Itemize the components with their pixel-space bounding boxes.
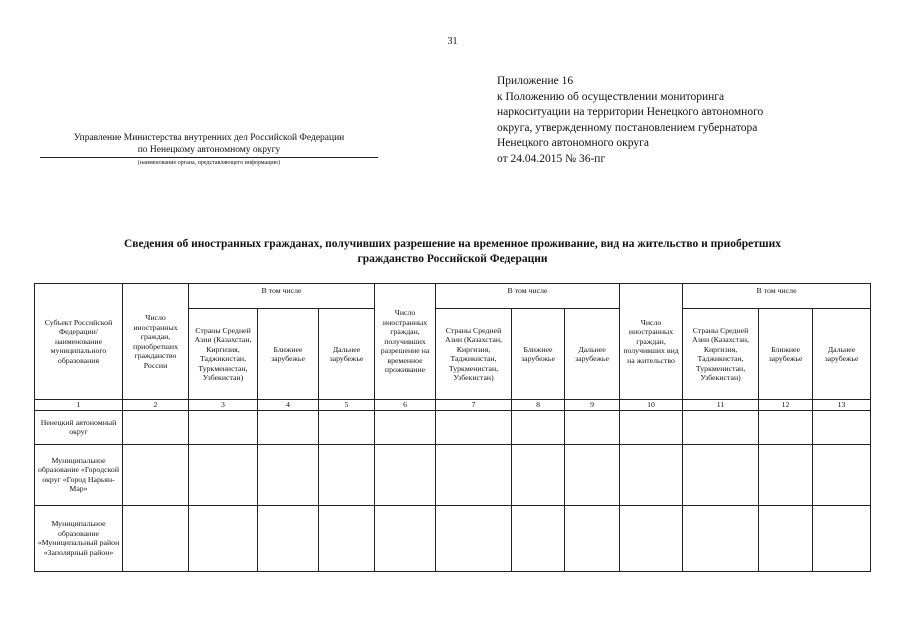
page-number: 31	[447, 36, 458, 47]
table-cell	[512, 410, 565, 444]
table-cell	[565, 505, 620, 571]
table-cell	[813, 505, 871, 571]
column-number: 12	[759, 400, 813, 411]
header-temp-residence-count: Число иностранных граждан, получивших разрешение на временное проживание	[375, 284, 436, 400]
organization-caption: (наименование органа, представляющего информацию)	[137, 160, 281, 166]
header-including-group3: В том числе	[683, 284, 871, 309]
table-cell	[813, 444, 871, 505]
table-cell	[565, 410, 620, 444]
document-title	[20, 237, 885, 267]
appendix-line: Приложение 16	[497, 75, 574, 87]
header-near-abroad: Ближнее зарубежье	[759, 309, 813, 400]
table-cell	[189, 410, 258, 444]
column-number: 13	[813, 400, 871, 411]
header-including-group2: В том числе	[436, 284, 620, 309]
header-central-asia: Страны Средней Азии (Казахстан, Киргизия, Таджикистан, Туркменистан, Узбекистан)	[436, 309, 512, 400]
table-cell	[436, 410, 512, 444]
appendix-block	[497, 74, 857, 167]
row-label: Муниципальное образование «Муниципальный район «Заполярный район»	[35, 505, 123, 571]
appendix-line: Ненецкого автономного округа	[497, 137, 649, 149]
table-cell	[759, 505, 813, 571]
table-cell	[512, 505, 565, 571]
table-cell	[319, 444, 375, 505]
appendix-line: к Положению об осуществлении мониторинга	[497, 90, 725, 103]
table-cell	[436, 444, 512, 505]
column-number: 2	[123, 400, 189, 411]
column-number: 9	[565, 400, 620, 411]
table-cell	[620, 410, 683, 444]
table-cell	[436, 505, 512, 571]
table-cell	[319, 505, 375, 571]
column-number: 7	[436, 400, 512, 411]
table-row	[35, 410, 871, 444]
document-title-line2: гражданство Российской Федерации	[357, 253, 548, 265]
header-near-abroad: Ближнее зарубежье	[512, 309, 565, 400]
header-near-abroad: Ближнее зарубежье	[258, 309, 319, 400]
table-cell	[759, 444, 813, 505]
header-far-abroad: Дальнее зарубежье	[565, 309, 620, 400]
table-cell	[189, 505, 258, 571]
column-number: 10	[620, 400, 683, 411]
appendix-line: округа, утвержденному постановлением губернатора	[497, 121, 758, 134]
table-cell	[375, 410, 436, 444]
row-label: Муниципальное образование «Городской округ «Город Нарьян-Мар»	[35, 444, 123, 505]
column-number: 1	[35, 400, 123, 411]
table-cell	[565, 444, 620, 505]
table-cell	[189, 444, 258, 505]
table-cell	[375, 505, 436, 571]
row-label: Ненецкий автономный округ	[35, 410, 123, 444]
table-cell	[123, 444, 189, 505]
table-cell	[319, 410, 375, 444]
column-number: 8	[512, 400, 565, 411]
column-number-row	[35, 400, 871, 411]
header-central-asia: Страны Средней Азии (Казахстан, Киргизия, Таджикистан, Туркменистан, Узбекистан)	[683, 309, 759, 400]
appendix-line: наркоситуации на территории Ненецкого автономного	[497, 106, 764, 118]
table-cell	[620, 505, 683, 571]
header-subject: Субъект Российской Федерации/ наименование муниципального образования	[35, 284, 123, 400]
header-far-abroad: Дальнее зарубежье	[319, 309, 375, 400]
header-row-top	[35, 284, 871, 309]
report-table	[34, 283, 871, 572]
document-title-line1: Сведения об иностранных гражданах, получивших разрешение на временное проживание, вид на жительство и приобретших	[124, 238, 781, 250]
header-citizenship-count: Число иностранных граждан, приобретших гражданство России	[123, 284, 189, 400]
header-including-group1: В том числе	[189, 284, 375, 309]
column-number: 3	[189, 400, 258, 411]
table-cell	[813, 410, 871, 444]
table-cell	[683, 505, 759, 571]
organization-name-line1: Управление Министерства внутренних дел Российской Федерации	[73, 133, 345, 143]
table-cell	[258, 444, 319, 505]
header-far-abroad: Дальнее зарубежье	[813, 309, 871, 400]
column-number: 5	[319, 400, 375, 411]
table-row	[35, 444, 871, 505]
table-cell	[759, 410, 813, 444]
table-cell	[123, 410, 189, 444]
table-cell	[258, 505, 319, 571]
table-cell	[512, 444, 565, 505]
column-number: 6	[375, 400, 436, 411]
header-residence-permit-count: Число иностранных граждан, получивших вид на жительство	[620, 284, 683, 400]
organization-block	[40, 132, 378, 167]
table-row	[35, 505, 871, 571]
table-cell	[123, 505, 189, 571]
table-cell	[375, 444, 436, 505]
table-cell	[258, 410, 319, 444]
appendix-line: от 24.04.2015 № 36-пг	[497, 152, 606, 165]
table-cell	[683, 410, 759, 444]
column-number: 11	[683, 400, 759, 411]
column-number: 4	[258, 400, 319, 411]
table-cell	[620, 444, 683, 505]
table-cell	[683, 444, 759, 505]
organization-name-line2: по Ненецкому автономному округу	[40, 144, 378, 158]
header-central-asia: Страны Средней Азии (Казахстан, Киргизия, Таджикистан, Туркменистан, Узбекистан)	[189, 309, 258, 400]
